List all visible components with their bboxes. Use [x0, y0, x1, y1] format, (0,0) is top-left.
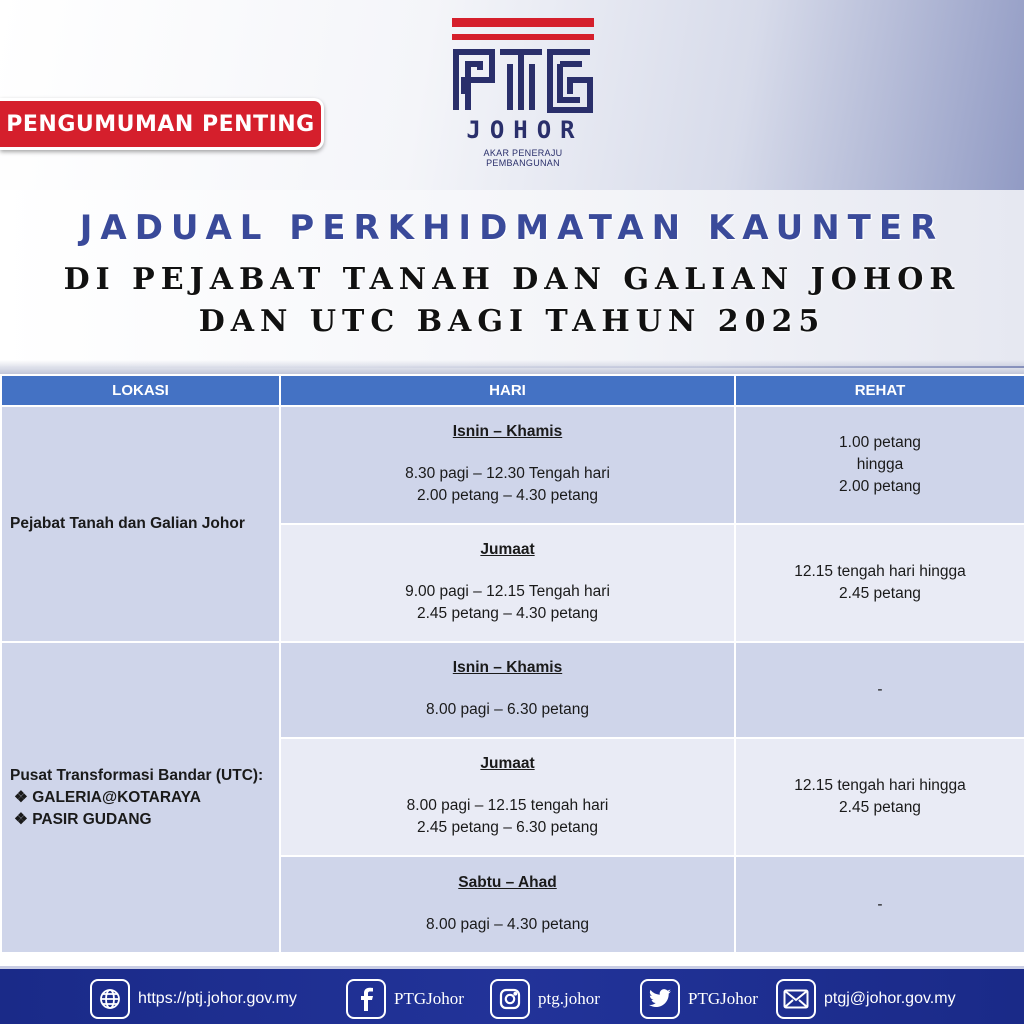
announcement-badge — [0, 98, 324, 150]
instagram-link[interactable] — [490, 979, 600, 1019]
location-bullet: ❖ PASIR GUDANG — [14, 810, 152, 828]
footer-bar — [0, 966, 1024, 1024]
announcement-text: PENGUMUMAN PENTING — [6, 111, 315, 137]
break-text: 2.45 petang — [839, 585, 921, 602]
twitter-icon — [640, 979, 680, 1019]
day-label: Isnin – Khamis — [452, 659, 563, 676]
logo-tagline: AKAR PENERAJU PEMBANGUNAN — [483, 148, 563, 168]
break-cell — [735, 406, 1024, 524]
hours-cell — [280, 642, 735, 738]
page-title: JADUAL PERKHIDMATAN KAUNTER — [79, 208, 945, 248]
break-cell — [735, 524, 1024, 642]
break-cell — [735, 856, 1024, 953]
instagram-icon — [490, 979, 530, 1019]
globe-icon — [90, 979, 130, 1019]
email-text: ptgj@johor.gov.my — [824, 990, 956, 1007]
hours-cell — [280, 856, 735, 953]
time-range: 8.00 pagi – 12.15 tengah hari — [406, 797, 609, 814]
column-header-hari: HARI — [280, 375, 735, 406]
break-text: 2.45 petang — [839, 799, 921, 816]
table-row — [1, 642, 1024, 738]
break-cell — [735, 642, 1024, 738]
time-range: 2.45 petang – 4.30 petang — [417, 605, 598, 622]
facebook-link[interactable] — [346, 979, 464, 1019]
break-cell — [735, 738, 1024, 856]
table-header-row — [1, 375, 1024, 406]
break-text: hingga — [856, 456, 904, 473]
location-ptg — [1, 406, 280, 642]
instagram-text: ptg.johor — [538, 989, 600, 1008]
logo-name: JOHOR — [466, 116, 584, 144]
hours-cell — [280, 738, 735, 856]
location-name: Pusat Transformasi Bandar (UTC): — [10, 766, 264, 784]
time-range: 2.00 petang – 4.30 petang — [417, 487, 598, 504]
website-link[interactable] — [90, 979, 297, 1019]
location-bullet: ❖ GALERIA@KOTARAYA — [14, 788, 201, 806]
page-subtitle-line2: DAN UTC BAGI TAHUN 2025 — [198, 304, 826, 339]
facebook-icon — [346, 979, 386, 1019]
column-header-lokasi: LOKASI — [1, 375, 280, 406]
time-range: 8.00 pagi – 4.30 petang — [426, 915, 589, 933]
hours-cell — [280, 524, 735, 642]
time-range: 8.30 pagi – 12.30 Tengah hari — [405, 465, 610, 482]
twitter-text: PTGJohor — [688, 989, 758, 1008]
break-text: - — [877, 895, 883, 913]
break-text: 12.15 tengah hari hingga — [794, 563, 966, 580]
envelope-icon — [776, 979, 816, 1019]
facebook-text: PTGJohor — [394, 989, 464, 1008]
day-label: Isnin – Khamis — [452, 423, 563, 440]
time-range: 2.45 petang – 6.30 petang — [417, 819, 598, 836]
email-link[interactable] — [776, 979, 956, 1019]
location-utc — [1, 642, 280, 953]
column-header-rehat: REHAT — [735, 375, 1024, 406]
break-text: - — [877, 681, 883, 698]
break-text: 12.15 tengah hari hingga — [794, 777, 966, 794]
header-divider — [0, 360, 1024, 374]
break-text: 1.00 petang — [839, 434, 921, 451]
location-name: Pejabat Tanah dan Galian Johor — [10, 515, 245, 532]
schedule-table — [0, 374, 1024, 954]
hours-cell — [280, 406, 735, 524]
break-text: 2.00 petang — [839, 478, 921, 495]
table-row — [1, 406, 1024, 524]
day-label: Jumaat — [480, 755, 535, 772]
twitter-link[interactable] — [640, 979, 758, 1019]
website-text: https://ptj.johor.gov.my — [138, 990, 297, 1007]
page-subtitle-line1: DI PEJABAT TANAH DAN GALIAN JOHOR — [63, 262, 961, 297]
time-range: 9.00 pagi – 12.15 Tengah hari — [405, 583, 610, 600]
day-label: Jumaat — [480, 541, 535, 558]
day-label: Sabtu – Ahad — [458, 873, 557, 891]
time-range: 8.00 pagi – 6.30 petang — [426, 701, 589, 718]
